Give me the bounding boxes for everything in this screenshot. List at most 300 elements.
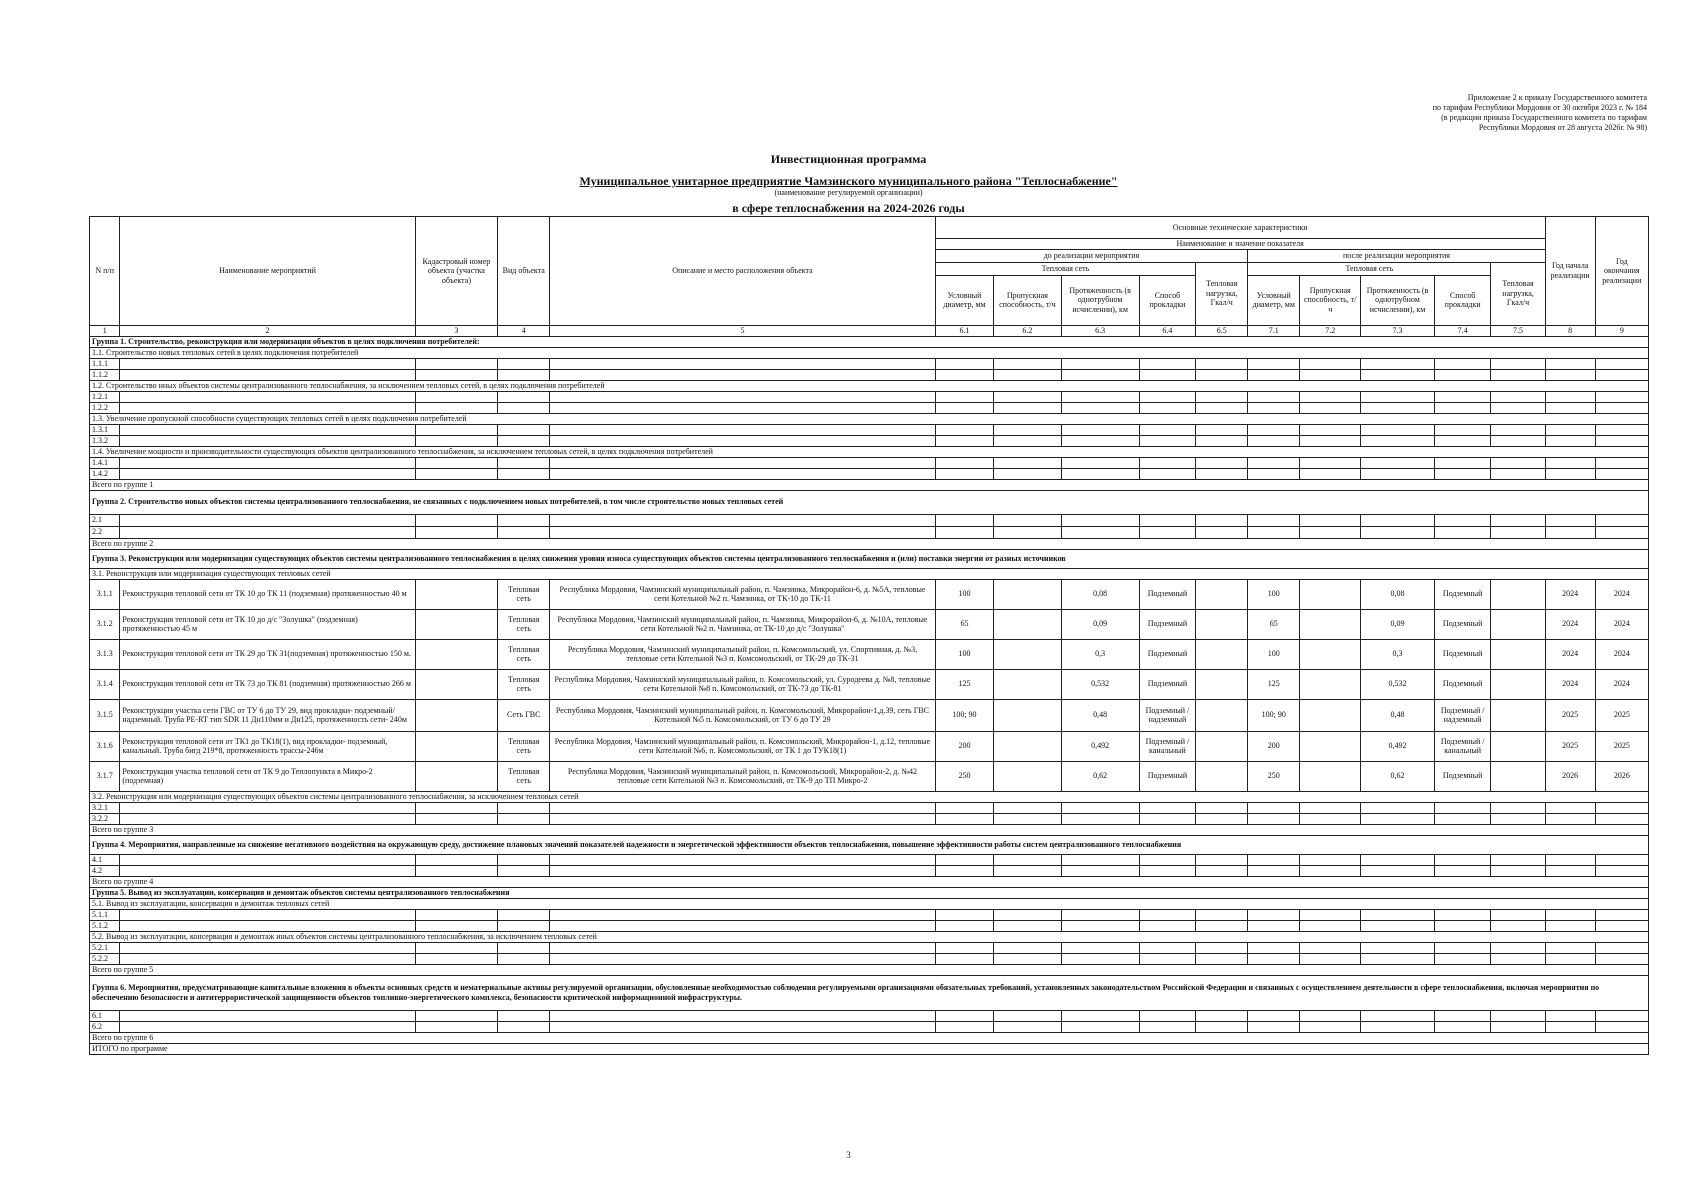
table-row [90,413,1649,424]
empty-cell [1361,865,1435,876]
empty-cell [550,1010,935,1021]
empty-cell [1139,358,1195,369]
table-row [90,568,1649,579]
empty-cell [1196,457,1248,468]
empty-cell [550,942,935,953]
empty-cell [994,402,1061,413]
organization-note: (наименование регулируемой организации) [774,188,923,197]
empty-cell [1248,1021,1300,1032]
empty-cell [1434,854,1490,865]
item-laying-after: Подземный [1434,761,1490,791]
empty-cell [1361,1021,1435,1032]
empty-cell [1545,424,1595,435]
empty-cell [498,909,550,920]
header-load-after: Тепловая нагрузка, Гкал/ч [1491,262,1545,325]
appendix-line: Приложение 2 к приказу Государственного комитета [1467,93,1647,102]
empty-cell [1491,391,1545,402]
empty-cell [1300,865,1361,876]
cadastral-cell [415,639,498,669]
empty-cell [1491,942,1545,953]
empty-cell [1139,953,1195,964]
empty-cell [1300,435,1361,446]
empty-cell [994,1010,1061,1021]
table-row [90,435,1649,446]
header-laying-before: Способ прокладки [1139,275,1195,325]
empty-cell [1434,369,1490,380]
empty-cell [935,909,994,920]
item-laying-before: Подземный [1139,609,1195,639]
row-number: 5.1.2 [90,920,120,931]
item-length-after: 0,08 [1361,579,1435,609]
item-diameter-after: 100 [1248,579,1300,609]
item-capacity-before [994,761,1061,791]
empty-cell [1248,920,1300,931]
empty-cell [1361,514,1435,526]
row-number: 6.2 [90,1021,120,1032]
empty-cell [1361,402,1435,413]
table-row [90,468,1649,479]
empty-cell [550,424,935,435]
section-title: 5.2. Вывод из эксплуатации, консервация и демонтаж иных объектов системы централизованного теплоснабжения, за исключением тепловых сетей [90,931,1649,942]
empty-cell [1139,909,1195,920]
empty-cell [1491,953,1545,964]
total-row [90,824,1649,835]
item-load-before [1196,579,1248,609]
table-row [90,639,1649,669]
empty-cell [1139,802,1195,813]
group-title: Группа 2. Строительство новых объектов системы централизованного теплоснабжения, не связанных с подключением новых потребителей, в том числе строительство новых тепловых сетей [90,490,1649,514]
empty-cell [1361,942,1435,953]
empty-cell [120,369,415,380]
empty-cell [1061,802,1139,813]
item-load-after [1491,609,1545,639]
header-diameter-after: Условный диаметр, мм [1248,275,1300,325]
item-capacity-after [1300,609,1361,639]
empty-cell [415,854,498,865]
empty-cell [498,424,550,435]
empty-cell [1300,457,1361,468]
empty-cell [498,526,550,538]
empty-cell [1196,391,1248,402]
item-length-before: 0,08 [1061,579,1139,609]
row-number: 5.1.1 [90,909,120,920]
empty-cell [120,358,415,369]
item-number: 3.1.1 [90,579,120,609]
row-number: 6.1 [90,1010,120,1021]
empty-cell [1248,1010,1300,1021]
empty-cell [1434,526,1490,538]
empty-cell [1491,854,1545,865]
empty-cell [120,1010,415,1021]
column-number: 7.2 [1300,325,1361,336]
empty-cell [120,391,415,402]
table-row [90,731,1649,761]
header-length-before: Протяженность (в однотрубном исчислении), км [1061,275,1139,325]
table-row [90,1021,1649,1032]
empty-cell [1595,813,1648,824]
empty-cell [1248,813,1300,824]
item-object-type: Тепловая сеть [498,669,550,699]
item-length-after: 0,48 [1361,699,1435,731]
total-label: Всего по группе 6 [90,1032,1649,1043]
item-capacity-after [1300,579,1361,609]
empty-cell [1545,526,1595,538]
header-year-start: Год начала реализации [1545,217,1595,326]
empty-cell [1061,358,1139,369]
empty-cell [1491,920,1545,931]
header-before: до реализации мероприятия [935,249,1248,262]
empty-cell [498,942,550,953]
empty-cell [498,865,550,876]
table-row [90,942,1649,953]
empty-cell [120,1021,415,1032]
item-diameter-before: 200 [935,731,994,761]
item-length-after: 0,62 [1361,761,1435,791]
empty-cell [1196,813,1248,824]
empty-cell [1061,369,1139,380]
empty-cell [1434,435,1490,446]
item-diameter-after: 250 [1248,761,1300,791]
item-load-before [1196,669,1248,699]
item-year-end: 2026 [1595,761,1648,791]
empty-cell [1139,813,1195,824]
empty-cell [1300,920,1361,931]
empty-cell [1139,526,1195,538]
item-length-after: 0,532 [1361,669,1435,699]
appendix-line: (в редакции приказа Государственного комитета по тарифам [1441,113,1647,122]
empty-cell [1196,953,1248,964]
item-diameter-after: 125 [1248,669,1300,699]
header-network-after: Тепловая сеть [1248,262,1491,275]
empty-cell [935,424,994,435]
group-title: Группа 1. Строительство, реконструкция или модернизация объектов в целях подключения потребителей: [90,336,1649,347]
table-row [90,609,1649,639]
empty-cell [1434,424,1490,435]
item-capacity-before [994,731,1061,761]
section-title: 1.1. Строительство новых тепловых сетей в целях подключения потребителей [90,347,1649,358]
table-row [90,975,1649,1010]
total-label: ИТОГО по программе [90,1043,1649,1054]
total-row [90,964,1649,975]
row-number: 1.1.2 [90,369,120,380]
section-title: 3.2. Реконструкция или модернизация существующих объектов системы централизованного теплоснабжения, за исключением тепловых сетей [90,791,1649,802]
column-number: 6.3 [1061,325,1139,336]
empty-cell [1061,402,1139,413]
item-length-before: 0,492 [1061,731,1139,761]
empty-cell [1595,854,1648,865]
item-number: 3.1.4 [90,669,120,699]
table-row [90,669,1649,699]
column-number: 1 [90,325,120,336]
empty-cell [498,435,550,446]
group-title: Группа 3. Реконструкция или модернизация существующих объектов системы централизованного теплоснабжения в целях снижения уровня износа существующих объектов системы централизованного теплоснабжения и (или) поставки энергии от разных источников [90,549,1649,568]
empty-cell [1434,457,1490,468]
empty-cell [1196,802,1248,813]
column-number: 5 [550,325,935,336]
item-object-type: Сеть ГВС [498,699,550,731]
item-capacity-after [1300,639,1361,669]
item-length-before: 0,62 [1061,761,1139,791]
item-load-after [1491,761,1545,791]
empty-cell [1545,802,1595,813]
empty-cell [1434,402,1490,413]
empty-cell [1491,813,1545,824]
empty-cell [415,1010,498,1021]
investment-program-table [89,216,1649,1055]
table-row [90,402,1649,413]
empty-cell [120,865,415,876]
empty-cell [415,526,498,538]
document-title: Инвестиционная программа [770,152,927,166]
total-label: Всего по группе 2 [90,538,1649,549]
empty-cell [994,358,1061,369]
empty-cell [1361,813,1435,824]
empty-cell [935,865,994,876]
item-year-end: 2024 [1595,609,1648,639]
empty-cell [120,526,415,538]
item-laying-after: Подземный / канальный [1434,731,1490,761]
column-number: 6.5 [1196,325,1248,336]
empty-cell [1545,1010,1595,1021]
empty-cell [1300,402,1361,413]
empty-cell [1061,1021,1139,1032]
empty-cell [1300,942,1361,953]
group-title: Группа 4. Мероприятия, направленные на снижение негативного воздействия на окружающую среду, достижение плановых значений показателей надежности и энергетической эффективности объектов теплоснабжения, повышение эффективности работы систем централизованного теплоснабжения [90,835,1649,854]
item-capacity-before [994,669,1061,699]
empty-cell [1595,920,1648,931]
empty-cell [550,457,935,468]
empty-cell [1300,514,1361,526]
empty-cell [1491,514,1545,526]
empty-cell [498,802,550,813]
row-number: 4.2 [90,865,120,876]
empty-cell [415,391,498,402]
item-laying-before: Подземный [1139,579,1195,609]
column-number: 7.4 [1434,325,1490,336]
empty-cell [1361,1010,1435,1021]
empty-cell [935,1021,994,1032]
empty-cell [1248,468,1300,479]
empty-cell [415,369,498,380]
item-length-before: 0,532 [1061,669,1139,699]
empty-cell [1300,854,1361,865]
empty-cell [415,813,498,824]
organization-name: Муниципальное унитарное предприятие Чамзинского муниципального района "Теплоснабжение" [579,174,1118,188]
item-capacity-after [1300,761,1361,791]
item-year-end: 2025 [1595,731,1648,761]
row-number: 1.2.2 [90,402,120,413]
empty-cell [1061,1010,1139,1021]
empty-cell [550,526,935,538]
empty-cell [1595,435,1648,446]
section-title: 1.2. Строительство иных объектов системы централизованного теплоснабжения, за исключением тепловых сетей, в целях подключения потребителей [90,380,1649,391]
column-number: 7.3 [1361,325,1435,336]
empty-cell [1196,920,1248,931]
empty-cell [1300,909,1361,920]
appendix-line: по тарифам Республики Мордовия от 30 октября 2023 г. № 184 [1432,103,1647,112]
empty-cell [935,854,994,865]
empty-cell [935,802,994,813]
empty-cell [550,802,935,813]
section-title: 1.3. Увеличение пропускной способности существующих тепловых сетей в целях подключения потребителей [90,413,1649,424]
appendix-line: Республики Мордовия от 28 августа 2026г. № 98) [1478,123,1647,132]
empty-cell [994,854,1061,865]
empty-cell [1300,1010,1361,1021]
empty-cell [415,1021,498,1032]
empty-cell [1061,424,1139,435]
empty-cell [120,942,415,953]
empty-cell [1361,909,1435,920]
row-number: 2.2 [90,526,120,538]
empty-cell [1361,391,1435,402]
empty-cell [1545,468,1595,479]
empty-cell [415,435,498,446]
item-load-before [1196,609,1248,639]
empty-cell [1434,468,1490,479]
empty-cell [1491,526,1545,538]
header-after: после реализации мероприятия [1248,249,1545,262]
empty-cell [1545,391,1595,402]
empty-cell [1595,468,1648,479]
empty-cell [415,942,498,953]
empty-cell [1196,424,1248,435]
empty-cell [1061,526,1139,538]
empty-cell [994,514,1061,526]
item-number: 3.1.3 [90,639,120,669]
row-number: 2.1 [90,514,120,526]
empty-cell [935,468,994,479]
item-object-type: Тепловая сеть [498,609,550,639]
empty-cell [415,514,498,526]
item-description: Республика Мордовия, Чамзинский муниципальный район, п. Чамзинка, Микрорайон-6, д. №5А, тепловые сети Котельной №2 п. Чамзинка, от ТК-10 до ТК-11 [550,579,935,609]
empty-cell [1248,457,1300,468]
empty-cell [1196,369,1248,380]
column-number: 9 [1595,325,1648,336]
empty-cell [1248,802,1300,813]
item-name: Реконструкция тепловой сети от ТК 10 до д/с "Золушка" (подземная) протяженностью 45 м [120,609,415,639]
empty-cell [498,391,550,402]
item-laying-before: Подземный [1139,669,1195,699]
empty-cell [1545,942,1595,953]
empty-cell [935,514,994,526]
empty-cell [1491,865,1545,876]
table-row [90,887,1649,898]
item-laying-after: Подземный [1434,669,1490,699]
column-number: 6.1 [935,325,994,336]
item-length-before: 0,3 [1061,639,1139,669]
table-row [90,813,1649,824]
table-row [90,391,1649,402]
table-row [90,1010,1649,1021]
empty-cell [1361,920,1435,931]
empty-cell [120,402,415,413]
table-row [90,526,1649,538]
empty-cell [415,920,498,931]
empty-cell [935,1010,994,1021]
empty-cell [498,402,550,413]
empty-cell [1248,854,1300,865]
empty-cell [1545,1021,1595,1032]
empty-cell [1248,526,1300,538]
appendix-note [1287,93,1647,133]
empty-cell [1061,920,1139,931]
empty-cell [994,802,1061,813]
header-main-characteristics: Основные технические характеристики [935,217,1545,239]
empty-cell [1434,1021,1490,1032]
empty-cell [1545,854,1595,865]
empty-cell [1595,1021,1648,1032]
item-length-after: 0,492 [1361,731,1435,761]
empty-cell [1248,953,1300,964]
empty-cell [994,813,1061,824]
empty-cell [994,909,1061,920]
item-number: 3.1.6 [90,731,120,761]
column-number: 7.5 [1491,325,1545,336]
empty-cell [1248,358,1300,369]
empty-cell [1300,802,1361,813]
empty-cell [1196,865,1248,876]
empty-cell [498,514,550,526]
item-year-start: 2024 [1545,639,1595,669]
empty-cell [1434,920,1490,931]
empty-cell [1139,942,1195,953]
empty-cell [1061,435,1139,446]
item-description: Республика Мордовия, Чамзинский муниципальный район, п. Комсомольский, Микрорайон-2, д. №42 тепловые сети Котельной №3 п. Комсомольский, от ТК-9 до ТП Микро-2 [550,761,935,791]
empty-cell [1434,514,1490,526]
header-load-before: Тепловая нагрузка, Гкал/ч [1196,262,1248,325]
row-number: 3.2.1 [90,802,120,813]
empty-cell [1248,514,1300,526]
empty-cell [1139,457,1195,468]
cadastral-cell [415,761,498,791]
empty-cell [994,1021,1061,1032]
page-number: 3 [846,1150,851,1160]
empty-cell [1300,1021,1361,1032]
row-number: 1.2.1 [90,391,120,402]
row-number: 4.1 [90,854,120,865]
header-npp: N п/п [90,217,120,326]
header-indicator: Наименование и значение показателя [935,239,1545,250]
empty-cell [1139,369,1195,380]
table-row [90,369,1649,380]
item-diameter-before: 100 [935,579,994,609]
empty-cell [1545,514,1595,526]
item-diameter-after: 65 [1248,609,1300,639]
empty-cell [120,802,415,813]
item-capacity-before [994,639,1061,669]
empty-cell [935,435,994,446]
table-row [90,336,1649,347]
item-length-before: 0,48 [1061,699,1139,731]
empty-cell [1595,457,1648,468]
item-description: Республика Мордовия, Чамзинский муниципальный район, п. Комсомольский, Микрорайон-1,д.39, сеть ГВС Котельной №5 п. Комсомольский, от ТУ 6 до ТУ 29 [550,699,935,731]
empty-cell [1061,865,1139,876]
table-row [90,802,1649,813]
item-description: Республика Мордовия, Чамзинский муниципальный район, п. Комсомольский, ул. Суродеева д. №8, тепловые сети Котельной №8 п. Комсомольский, от ТК-73 до ТК-81 [550,669,935,699]
header-description: Описание и место расположения объекта [550,217,935,326]
row-number: 5.2.2 [90,953,120,964]
empty-cell [120,468,415,479]
empty-cell [415,953,498,964]
empty-cell [1061,457,1139,468]
empty-cell [1248,435,1300,446]
empty-cell [1434,942,1490,953]
item-capacity-after [1300,699,1361,731]
empty-cell [1595,391,1648,402]
empty-cell [994,865,1061,876]
empty-cell [1139,402,1195,413]
section-title: 3.1. Реконструкция или модернизация существующих тепловых сетей [90,568,1649,579]
